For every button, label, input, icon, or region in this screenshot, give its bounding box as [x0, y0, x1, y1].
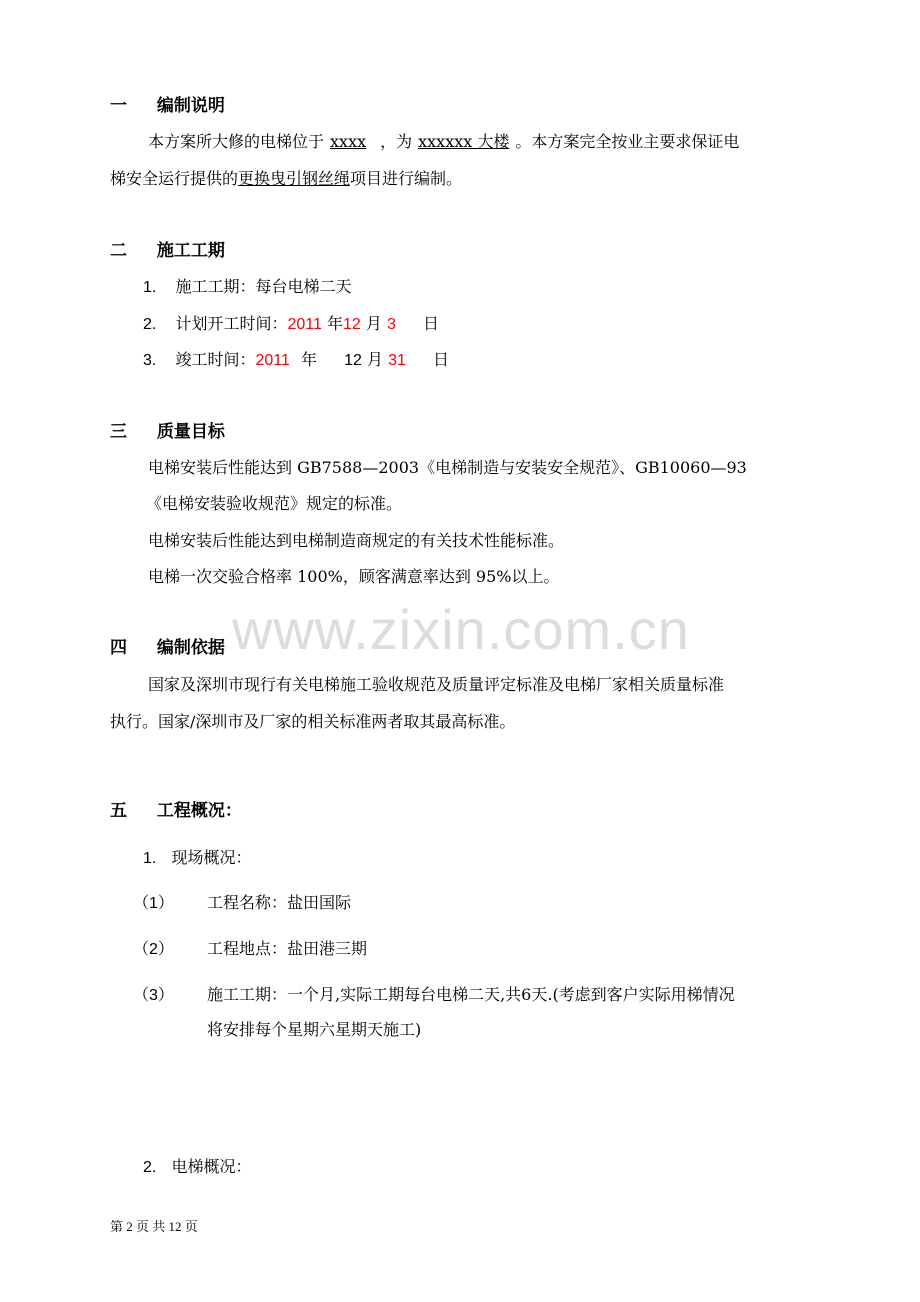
quality-line-3: 电梯安装后性能达到电梯制造商规定的有关技术性能标准。: [148, 531, 565, 550]
schedule-item-2: 2. 计划开工时间：2011 年12 月 3 日: [143, 314, 439, 333]
basis-line-2: 执行。国家/深圳市及厂家的相关标准两者取其最高标准。: [110, 712, 516, 731]
section-1-number: 一: [110, 96, 127, 116]
project-field: 更换曳引钢丝绳: [238, 169, 351, 188]
overview-item-1: 1. 现场概况：: [143, 848, 252, 867]
section-4-number: 四: [110, 638, 127, 658]
section-3-title: 质量目标: [156, 422, 225, 442]
quality-line-4: 电梯一次交验合格率 100%，顾客满意率达到 95%以上。: [148, 567, 560, 586]
start-month: 12: [342, 316, 361, 333]
start-day: 3: [386, 316, 396, 333]
schedule-item-1: 1. 施工工期：每台电梯二天: [143, 277, 352, 296]
section-3-heading: [110, 424, 225, 441]
schedule-item-3: 3. 竣工时间：2011 年 12 月 31 日: [143, 350, 449, 369]
overview-item-2: 2. 电梯概况：: [143, 1157, 252, 1176]
overview-sub-3-continued: 将安排每个星期六星期天施工): [207, 1020, 422, 1039]
basis-line-1: 国家及深圳市现行有关电梯施工验收规范及质量评定标准及电梯厂家相关质量标准: [148, 675, 725, 694]
section-2-heading: [110, 243, 225, 260]
section-4-heading: [110, 640, 225, 657]
section-1-title: 编制说明: [156, 96, 225, 116]
location-field: xxxx: [330, 132, 367, 151]
start-year: 2011: [287, 316, 322, 333]
section-4-title: 编制依据: [156, 638, 225, 658]
watermark: www.zixin.com.cn: [232, 598, 690, 661]
section-5-number: 五: [110, 801, 127, 821]
section-5-title: 工程概况：: [156, 801, 242, 821]
page-footer: 第 2 页 共 12 页: [110, 1219, 198, 1234]
section-1-heading: [110, 98, 225, 115]
section-3-number: 三: [110, 422, 127, 442]
section-5-heading: [110, 803, 242, 820]
section-1-paragraph-line-2: 梯安全运行提供的更换曳引钢丝绳项目进行编制。: [110, 169, 463, 188]
building-field: xxxxxx 大楼: [418, 132, 510, 151]
overview-sub-1: （1） 工程名称：盐田国际: [133, 893, 352, 912]
section-2-title: 施工工期: [156, 241, 225, 261]
section-2-number: 二: [110, 241, 127, 261]
overview-sub-2: （2） 工程地点：盐田港三期: [133, 939, 368, 958]
finish-year: 2011: [255, 352, 290, 369]
quality-line-2: 《电梯安装验收规范》规定的标准。: [146, 494, 403, 513]
section-1-paragraph-line-1: 本方案所大修的电梯位于 xxxx ，为 xxxxxx 大楼 。本方案完全按业主要求保证电: [148, 132, 740, 151]
overview-sub-3: （3） 施工工期：一个月,实际工期每台电梯二天,共6天.(考虑到客户实际用梯情况: [133, 985, 735, 1004]
finish-month: 12: [344, 352, 362, 369]
finish-day: 31: [388, 352, 406, 369]
quality-line-1: 电梯安装后性能达到 GB7588—2003《电梯制造与安装安全规范》、GB10060—93: [148, 458, 747, 477]
